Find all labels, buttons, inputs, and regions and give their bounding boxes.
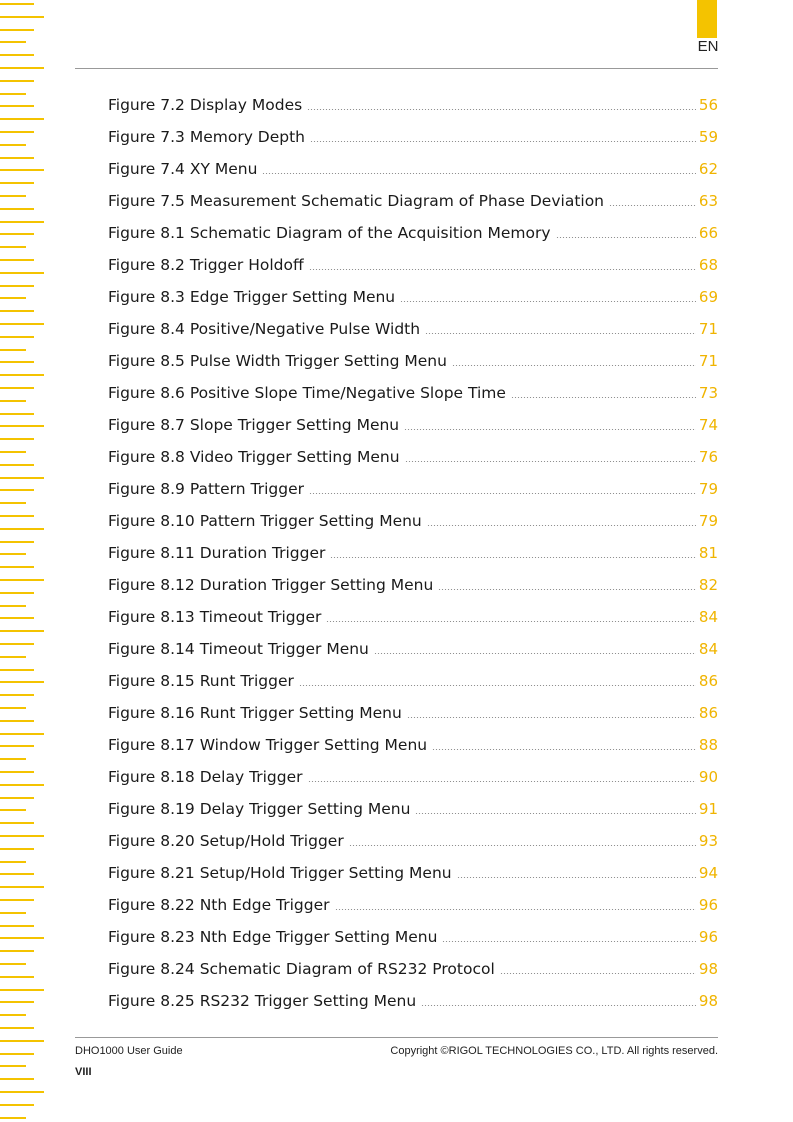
ruler-tick xyxy=(0,182,34,184)
ruler-tick xyxy=(0,105,34,107)
toc-dot-leader xyxy=(415,813,695,814)
toc-entry-page[interactable]: 63 xyxy=(698,192,718,210)
toc-entry-page[interactable]: 82 xyxy=(698,576,718,594)
toc-entry-title[interactable]: Figure 8.13 Timeout Trigger xyxy=(108,608,322,626)
ruler-tick xyxy=(0,989,44,991)
footer-copyright: Copyright ©RIGOL TECHNOLOGIES CO., LTD. All rights reserved. xyxy=(390,1045,718,1057)
toc-entry-title[interactable]: Figure 8.16 Runt Trigger Setting Menu xyxy=(108,704,402,722)
language-tab-marker xyxy=(697,0,717,38)
toc-dot-leader xyxy=(400,301,696,302)
toc-dot-leader xyxy=(262,173,696,174)
ruler-tick xyxy=(0,937,44,939)
ruler-tick xyxy=(0,169,44,171)
toc-entry-page[interactable]: 90 xyxy=(698,768,718,786)
toc-dot-leader xyxy=(309,493,696,494)
ruler-tick xyxy=(0,809,26,811)
toc-dot-leader xyxy=(349,845,696,846)
toc-entry-title[interactable]: Figure 8.15 Runt Trigger xyxy=(108,672,294,690)
toc-entry-title[interactable]: Figure 8.25 RS232 Trigger Setting Menu xyxy=(108,992,417,1010)
ruler-tick xyxy=(0,1091,44,1093)
toc-dot-leader xyxy=(438,589,696,590)
toc-dot-leader xyxy=(500,973,696,974)
ruler-tick xyxy=(0,502,26,504)
ruler-tick xyxy=(0,451,26,453)
toc-entry[interactable] xyxy=(108,665,718,697)
toc-dot-leader xyxy=(326,621,696,622)
toc-entry-page[interactable]: 76 xyxy=(698,448,718,466)
toc-entry-page[interactable]: 88 xyxy=(698,736,718,754)
toc-entry-title[interactable]: Figure 8.18 Delay Trigger xyxy=(108,768,303,786)
toc-entry-title[interactable]: Figure 7.2 Display Modes xyxy=(108,96,303,114)
ruler-tick xyxy=(0,733,44,735)
ruler-tick xyxy=(0,835,44,837)
toc-entry[interactable] xyxy=(108,633,718,665)
toc-entry-title[interactable]: Figure 8.22 Nth Edge Trigger xyxy=(108,896,330,914)
toc-entry-page[interactable]: 96 xyxy=(698,928,718,946)
toc-dot-leader xyxy=(511,397,696,398)
toc-dot-leader xyxy=(374,653,696,654)
ruler-tick xyxy=(0,413,34,415)
ruler-tick xyxy=(0,758,26,760)
toc-dot-leader xyxy=(452,365,696,366)
ruler-tick xyxy=(0,425,44,427)
ruler-tick xyxy=(0,720,34,722)
toc-entry-title[interactable]: Figure 8.19 Delay Trigger Setting Menu xyxy=(108,800,411,818)
toc-entry[interactable] xyxy=(108,185,718,217)
toc-entry-page[interactable]: 71 xyxy=(698,352,718,370)
toc-entry[interactable] xyxy=(108,985,718,1017)
toc-entry[interactable] xyxy=(108,281,718,313)
footer-divider xyxy=(75,1037,718,1038)
toc-entry-page[interactable]: 93 xyxy=(698,832,718,850)
ruler-tick xyxy=(0,528,44,530)
ruler-tick xyxy=(0,925,34,927)
toc-entry-page[interactable]: 84 xyxy=(698,608,718,626)
ruler-tick xyxy=(0,899,34,901)
toc-entry-title[interactable]: Figure 8.1 Schematic Diagram of the Acquisition Memory xyxy=(108,224,551,242)
toc-entry-page[interactable]: 73 xyxy=(698,384,718,402)
toc-entry-page[interactable]: 71 xyxy=(698,320,718,338)
ruler-tick xyxy=(0,374,44,376)
ruler-tick xyxy=(0,131,34,133)
toc-entry[interactable] xyxy=(108,537,718,569)
ruler-tick xyxy=(0,285,34,287)
toc-entry[interactable] xyxy=(108,601,718,633)
toc-entry-page[interactable]: 94 xyxy=(698,864,718,882)
ruler-tick xyxy=(0,1078,34,1080)
toc-entry[interactable] xyxy=(108,89,718,121)
toc-entry-title[interactable]: Figure 8.10 Pattern Trigger Setting Menu xyxy=(108,512,422,530)
language-label: EN xyxy=(697,38,719,55)
ruler-tick xyxy=(0,1104,34,1106)
toc-entry-page[interactable]: 84 xyxy=(698,640,718,658)
ruler-tick xyxy=(0,54,34,56)
ruler-tick xyxy=(0,950,34,952)
toc-dot-leader xyxy=(432,749,696,750)
ruler-tick xyxy=(0,579,44,581)
ruler-tick xyxy=(0,1065,26,1067)
ruler-tick xyxy=(0,669,34,671)
toc-entry[interactable] xyxy=(108,729,718,761)
ruler-tick xyxy=(0,861,26,863)
toc-entry-page[interactable]: 59 xyxy=(698,128,718,146)
ruler-tick xyxy=(0,400,26,402)
toc-entry[interactable] xyxy=(108,761,718,793)
ruler-tick xyxy=(0,976,34,978)
ruler-tick xyxy=(0,784,44,786)
toc-entry-title[interactable]: Figure 8.5 Pulse Width Trigger Setting Menu xyxy=(108,352,447,370)
toc-entry-title[interactable]: Figure 8.4 Positive/Negative Pulse Width xyxy=(108,320,421,338)
ruler-tick xyxy=(0,349,26,351)
toc-entry-page[interactable]: 81 xyxy=(698,544,718,562)
ruler-tick xyxy=(0,323,44,325)
toc-entry[interactable] xyxy=(108,441,718,473)
ruler-tick xyxy=(0,886,44,888)
toc-entry[interactable] xyxy=(108,217,718,249)
toc-entry-page[interactable]: 74 xyxy=(698,416,718,434)
toc-entry-page[interactable]: 86 xyxy=(698,704,718,722)
ruler-tick xyxy=(0,336,34,338)
ruler-tick xyxy=(0,3,34,5)
ruler-tick xyxy=(0,912,26,914)
ruler-tick xyxy=(0,541,34,543)
ruler-tick xyxy=(0,963,26,965)
ruler-tick xyxy=(0,80,34,82)
toc-entry[interactable] xyxy=(108,697,718,729)
toc-entry[interactable] xyxy=(108,249,718,281)
ruler-tick xyxy=(0,605,26,607)
toc-entry-page[interactable]: 66 xyxy=(698,224,718,242)
ruler-tick xyxy=(0,233,34,235)
ruler-tick xyxy=(0,873,34,875)
toc-entry[interactable] xyxy=(108,121,718,153)
ruler-tick xyxy=(0,144,26,146)
toc-entry-page[interactable]: 96 xyxy=(698,896,718,914)
ruler-tick xyxy=(0,272,44,274)
toc-entry[interactable] xyxy=(108,569,718,601)
toc-dot-leader xyxy=(309,269,696,270)
toc-dot-leader xyxy=(427,525,696,526)
toc-entry-page[interactable]: 56 xyxy=(698,96,718,114)
toc-entry[interactable] xyxy=(108,825,718,857)
ruler-tick xyxy=(0,515,34,517)
toc-entry-page[interactable]: 86 xyxy=(698,672,718,690)
ruler-tick xyxy=(0,477,44,479)
toc-entry-title[interactable]: Figure 8.3 Edge Trigger Setting Menu xyxy=(108,288,396,306)
toc-entry[interactable] xyxy=(108,857,718,889)
ruler-tick xyxy=(0,592,34,594)
toc-entry-title[interactable]: Figure 8.23 Nth Edge Trigger Setting Menu xyxy=(108,928,438,946)
ruler-tick xyxy=(0,643,34,645)
toc-dot-leader xyxy=(556,237,696,238)
ruler-tick xyxy=(0,361,34,363)
toc-entry-page[interactable]: 68 xyxy=(698,256,718,274)
ruler-tick xyxy=(0,464,34,466)
footer-doc-title: DHO1000 User Guide xyxy=(75,1045,183,1057)
toc-entry-title[interactable]: Figure 8.21 Setup/Hold Trigger Setting Menu xyxy=(108,864,452,882)
ruler-tick xyxy=(0,157,34,159)
ruler-tick xyxy=(0,297,26,299)
toc-dot-leader xyxy=(421,1005,696,1006)
toc-entry[interactable] xyxy=(108,153,718,185)
ruler-tick xyxy=(0,489,34,491)
toc-entry-title[interactable]: Figure 8.9 Pattern Trigger xyxy=(108,480,304,498)
toc-entry[interactable] xyxy=(108,473,718,505)
toc-dot-leader xyxy=(457,877,696,878)
ruler-tick xyxy=(0,438,34,440)
toc-dot-leader xyxy=(299,685,696,686)
ruler-tick xyxy=(0,566,34,568)
ruler-tick xyxy=(0,617,34,619)
toc-entry-title[interactable]: Figure 8.24 Schematic Diagram of RS232 Protocol xyxy=(108,960,495,978)
ruler-tick xyxy=(0,1001,34,1003)
toc-entry-title[interactable]: Figure 8.6 Positive Slope Time/Negative Slope Time xyxy=(108,384,506,402)
ruler-tick xyxy=(0,118,44,120)
toc-entry[interactable] xyxy=(108,953,718,985)
toc-entry-page[interactable]: 62 xyxy=(698,160,718,178)
toc-dot-leader xyxy=(407,717,696,718)
toc-entry-page[interactable]: 98 xyxy=(698,992,718,1010)
toc-entry-page[interactable]: 69 xyxy=(698,288,718,306)
ruler-tick xyxy=(0,745,34,747)
toc-entry-title[interactable]: Figure 8.8 Video Trigger Setting Menu xyxy=(108,448,400,466)
toc-entry-title[interactable]: Figure 8.14 Timeout Trigger Menu xyxy=(108,640,369,658)
page-number: VIII xyxy=(75,1066,92,1078)
ruler-tick xyxy=(0,681,44,683)
toc-entry-title[interactable]: Figure 8.12 Duration Trigger Setting Menu xyxy=(108,576,434,594)
ruler-tick xyxy=(0,41,26,43)
ruler-tick xyxy=(0,221,44,223)
toc-dot-leader xyxy=(335,909,696,910)
ruler-tick xyxy=(0,797,34,799)
toc-entry-page[interactable]: 91 xyxy=(698,800,718,818)
ruler-tick xyxy=(0,553,26,555)
toc-entry[interactable] xyxy=(108,505,718,537)
ruler-tick xyxy=(0,630,44,632)
toc-entry-title[interactable]: Figure 7.5 Measurement Schematic Diagram of Phase Deviation xyxy=(108,192,605,210)
header-divider xyxy=(75,68,718,69)
ruler-tick xyxy=(0,208,34,210)
ruler-tick xyxy=(0,195,26,197)
toc-dot-leader xyxy=(609,205,696,206)
toc-entry-title[interactable]: Figure 8.20 Setup/Hold Trigger xyxy=(108,832,344,850)
toc-dot-leader xyxy=(425,333,696,334)
toc-entry-title[interactable]: Figure 8.11 Duration Trigger xyxy=(108,544,326,562)
ruler-tick xyxy=(0,707,26,709)
list-of-figures xyxy=(108,89,718,1017)
ruler-tick xyxy=(0,848,34,850)
toc-entry[interactable] xyxy=(108,313,718,345)
ruler-tick xyxy=(0,1117,26,1119)
toc-entry[interactable] xyxy=(108,889,718,921)
ruler-tick xyxy=(0,387,34,389)
toc-entry-title[interactable]: Figure 8.7 Slope Trigger Setting Menu xyxy=(108,416,400,434)
toc-dot-leader xyxy=(310,141,696,142)
toc-entry[interactable] xyxy=(108,409,718,441)
ruler-tick xyxy=(0,93,26,95)
toc-dot-leader xyxy=(330,557,696,558)
ruler-tick xyxy=(0,310,34,312)
ruler-tick xyxy=(0,29,34,31)
toc-entry[interactable] xyxy=(108,345,718,377)
ruler-tick xyxy=(0,771,34,773)
toc-entry-title[interactable]: Figure 8.17 Window Trigger Setting Menu xyxy=(108,736,428,754)
ruler-tick xyxy=(0,1040,44,1042)
toc-dot-leader xyxy=(405,461,696,462)
toc-entry-title[interactable]: Figure 7.3 Memory Depth xyxy=(108,128,306,146)
ruler-tick xyxy=(0,16,44,18)
toc-dot-leader xyxy=(308,781,696,782)
toc-dot-leader xyxy=(307,109,696,110)
ruler-tick xyxy=(0,1014,26,1016)
ruler-tick xyxy=(0,694,34,696)
ruler-tick xyxy=(0,67,44,69)
toc-entry-title[interactable]: Figure 8.2 Trigger Holdoff xyxy=(108,256,304,274)
toc-dot-leader xyxy=(404,429,696,430)
toc-entry-page[interactable]: 79 xyxy=(698,480,718,498)
toc-entry-title[interactable]: Figure 7.4 XY Menu xyxy=(108,160,258,178)
ruler-tick xyxy=(0,1027,34,1029)
ruler-tick xyxy=(0,246,26,248)
toc-entry[interactable] xyxy=(108,921,718,953)
toc-entry-page[interactable]: 79 xyxy=(698,512,718,530)
toc-entry[interactable] xyxy=(108,793,718,825)
ruler-tick xyxy=(0,656,26,658)
toc-entry-page[interactable]: 98 xyxy=(698,960,718,978)
ruler-tick xyxy=(0,259,34,261)
toc-dot-leader xyxy=(442,941,695,942)
ruler-tick xyxy=(0,822,34,824)
side-ruler-decoration xyxy=(0,0,46,1122)
toc-entry[interactable] xyxy=(108,377,718,409)
ruler-tick xyxy=(0,1053,34,1055)
